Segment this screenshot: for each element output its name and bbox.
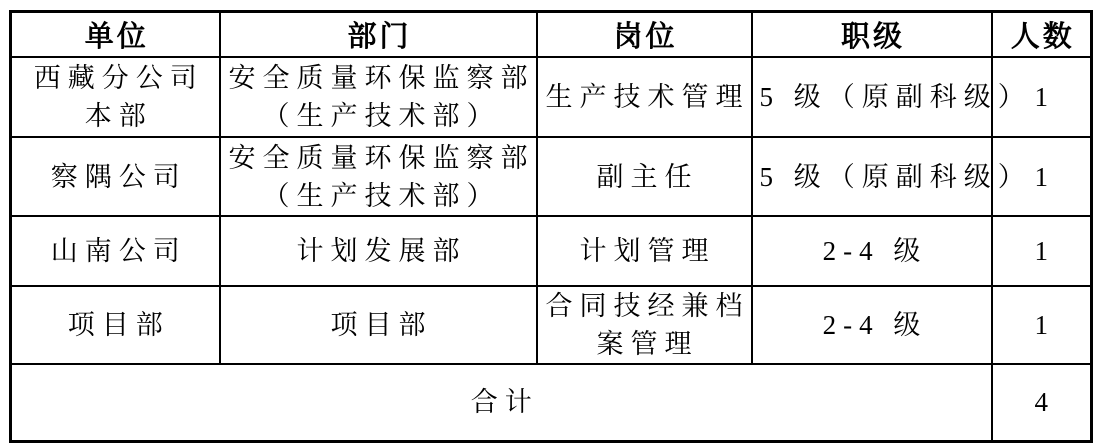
cell-department: 项目部 xyxy=(220,286,537,364)
cell-count: 1 xyxy=(992,57,1092,137)
header-department: 部门 xyxy=(220,12,537,58)
cell-department: 安全质量环保监察部 （生产技术部） xyxy=(220,57,537,137)
cell-position: 计划管理 xyxy=(537,216,752,286)
header-rank: 职级 xyxy=(752,12,992,58)
cell-unit: 山南公司 xyxy=(11,216,220,286)
cell-department: 计划发展部 xyxy=(220,216,537,286)
cell-position: 生产技术管理 xyxy=(537,57,752,137)
cell-unit: 西藏分公司 本部 xyxy=(11,57,220,137)
cell-position: 副主任 xyxy=(537,137,752,216)
cell-unit: 项目部 xyxy=(11,286,220,364)
cell-count: 1 xyxy=(992,216,1092,286)
cell-count: 1 xyxy=(992,137,1092,216)
cell-unit: 察隅公司 xyxy=(11,137,220,216)
total-count: 4 xyxy=(992,364,1092,441)
table-row xyxy=(11,57,1092,137)
cell-rank: 2-4 级 xyxy=(752,286,992,364)
header-row xyxy=(11,12,1092,58)
cell-department: 安全质量环保监察部 （生产技术部） xyxy=(220,137,537,216)
cell-rank: 2-4 级 xyxy=(752,216,992,286)
header-position: 岗位 xyxy=(537,12,752,58)
table-row xyxy=(11,286,1092,364)
table-row xyxy=(11,216,1092,286)
header-unit: 单位 xyxy=(11,12,220,58)
cell-rank: 5 级（原副科级） xyxy=(752,57,992,137)
total-label: 合计 xyxy=(11,364,992,441)
cell-rank: 5 级（原副科级） xyxy=(752,137,992,216)
cell-position: 合同技经兼档 案管理 xyxy=(537,286,752,364)
cell-count: 1 xyxy=(992,286,1092,364)
staffing-table xyxy=(9,10,1093,443)
header-count: 人数 xyxy=(992,12,1092,58)
table-row xyxy=(11,137,1092,216)
total-row xyxy=(11,364,1092,441)
